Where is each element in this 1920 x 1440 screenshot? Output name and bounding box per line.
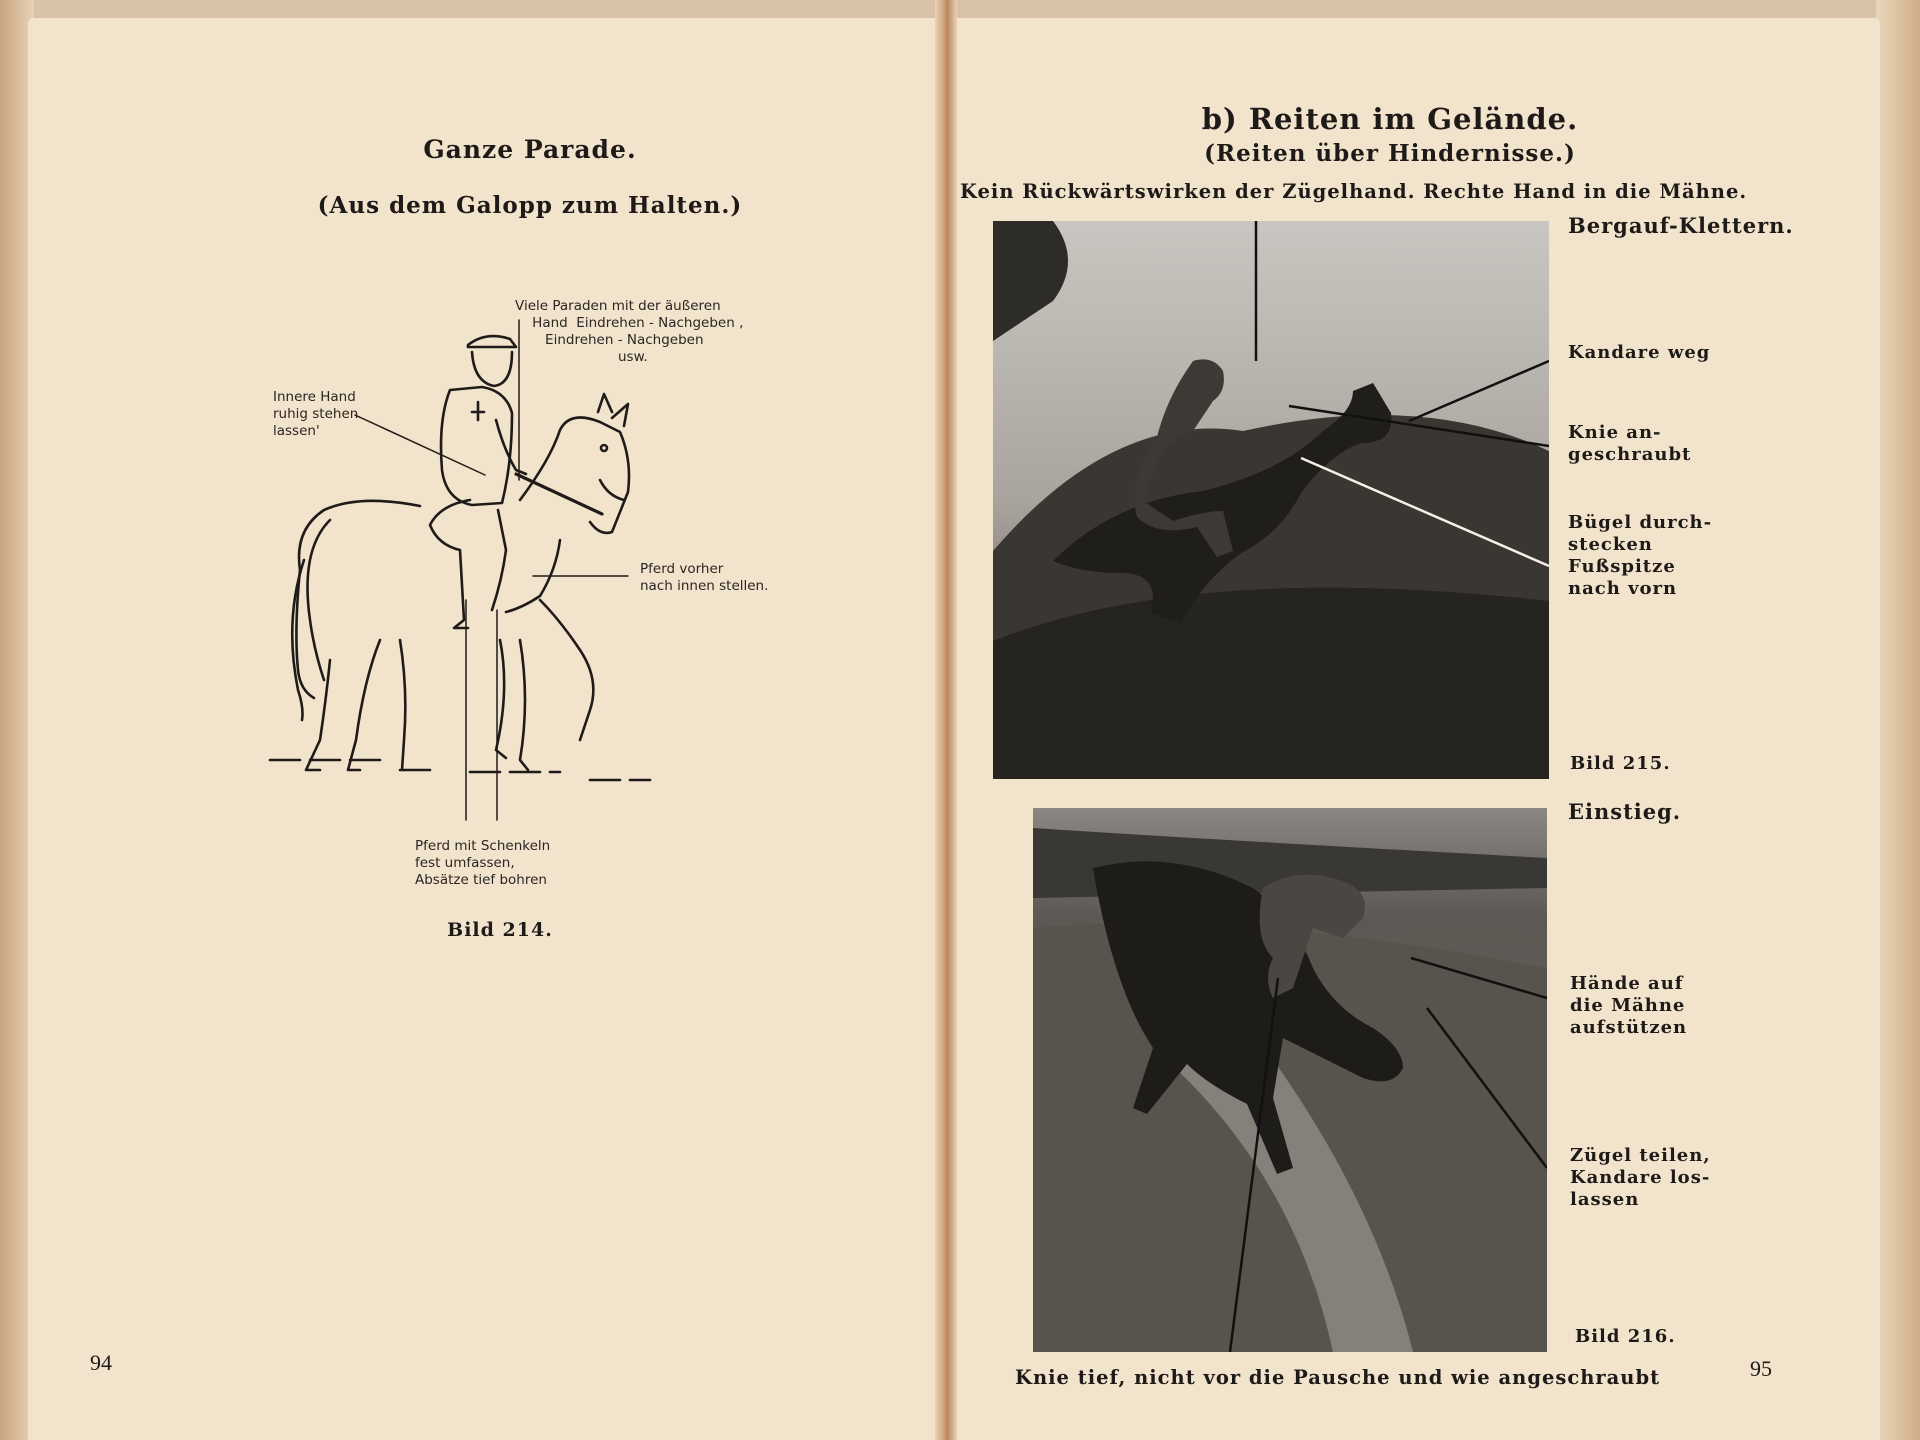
figure-216-caption: Bild 216.	[1575, 1326, 1676, 1347]
right-page-intro-line: Kein Rückwärtswirken der Zügelhand. Rechte Hand in die Mähne.	[960, 180, 1748, 203]
annotation-schenkel: Pferd mit Schenkeln fest umfassen, Absätze tief bohren	[415, 838, 551, 888]
annotation-paraden: Viele Paraden mit der äußeren Hand Eindrehen - Nachgeben , Eindrehen - Nachgeben usw.	[515, 298, 744, 365]
figure-215-heading: Bergauf-Klettern.	[1568, 213, 1794, 238]
photo-bild-215-image	[993, 221, 1549, 779]
photo-bild-215	[993, 221, 1549, 779]
label-zuegel-teilen: Zügel teilen, Kandare los- lassen	[1570, 1145, 1711, 1210]
left-page-number: 94	[90, 1350, 112, 1375]
right-page-bottom-line: Knie tief, nicht vor die Pausche und wie angeschraubt	[1015, 1366, 1661, 1389]
right-page-subtitle: (Reiten über Hindernisse.)	[1204, 140, 1576, 167]
figure-216-heading: Einstieg.	[1568, 799, 1682, 824]
label-haende-auf-maehne: Hände auf die Mähne aufstützen	[1570, 973, 1688, 1038]
figure-214-caption: Bild 214.	[447, 919, 553, 941]
left-page-title: Ganze Parade.	[423, 135, 637, 164]
label-buegel-durchstecken: Bügel durch- stecken Fußspitze nach vorn	[1568, 512, 1713, 599]
annotation-pferd-vorher: Pferd vorher nach innen stellen.	[640, 561, 769, 594]
right-page-title: b) Reiten im Gelände.	[1201, 102, 1579, 136]
photo-bild-216	[1033, 808, 1547, 1352]
figure-215-caption: Bild 215.	[1570, 753, 1671, 774]
left-page-subtitle: (Aus dem Galopp zum Halten.)	[317, 192, 743, 219]
label-knie-angeschraubt: Knie an- geschraubt	[1568, 422, 1692, 465]
label-kandare-weg: Kandare weg	[1568, 342, 1711, 363]
photo-bild-216-image	[1033, 808, 1547, 1352]
annotation-innere-hand: Innere Hand ruhig stehen lassen'	[273, 389, 359, 439]
right-page-number: 95	[1750, 1356, 1772, 1381]
